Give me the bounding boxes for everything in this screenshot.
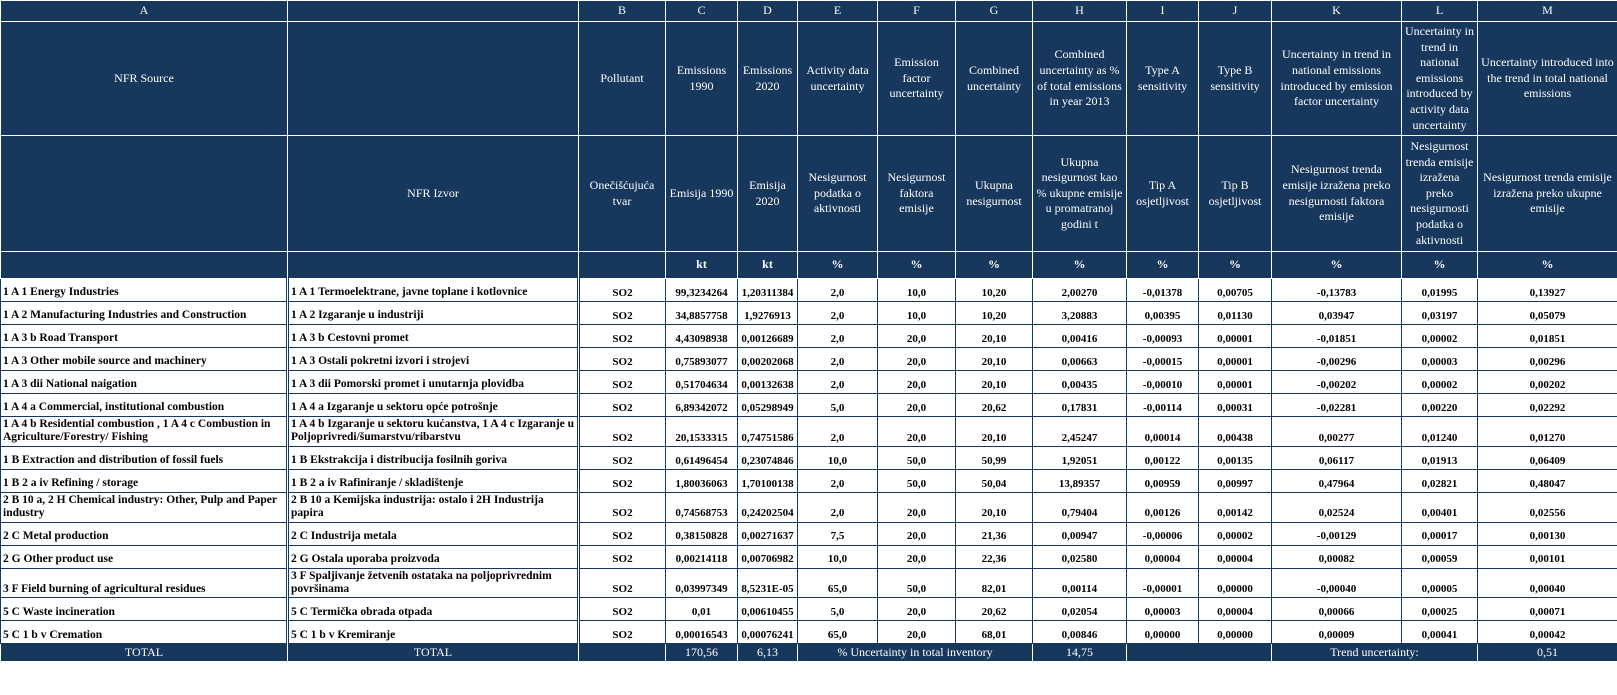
- value-cell: 10,20: [956, 279, 1033, 302]
- value-cell: 1,80036063: [666, 469, 738, 492]
- value-cell: 0,00220: [1402, 394, 1478, 417]
- pollutant-cell: SO2: [579, 469, 666, 492]
- value-cell: 0,00009: [1272, 621, 1402, 644]
- table-row: [1, 522, 1617, 545]
- value-cell: 21,36: [956, 522, 1033, 545]
- value-cell: -0,00202: [1272, 371, 1402, 394]
- value-cell: 0,00005: [1402, 568, 1478, 598]
- value-cell: 0,05298949: [738, 394, 798, 417]
- value-cell: 4,43098938: [666, 325, 738, 348]
- value-cell: 0,00706982: [738, 545, 798, 568]
- value-cell: 22,36: [956, 545, 1033, 568]
- value-cell: 0,00000: [1127, 621, 1199, 644]
- value-cell: 0,00997: [1199, 469, 1272, 492]
- value-cell: 1,9276913: [738, 302, 798, 325]
- value-cell: 2,45247: [1033, 417, 1127, 447]
- value-cell: 0,79404: [1033, 492, 1127, 522]
- value-cell: 0,01270: [1478, 417, 1617, 447]
- unit-cell-3: kt: [666, 252, 738, 279]
- value-cell: 0,00041: [1402, 621, 1478, 644]
- pollutant-cell: SO2: [579, 394, 666, 417]
- total-trend-label: Trend uncertainty:: [1272, 644, 1478, 662]
- header-cell-en-8: Combined uncertainty as % of total emissions in year 2013: [1033, 22, 1127, 136]
- value-cell: 0,01995: [1402, 279, 1478, 302]
- value-cell: 20,62: [956, 394, 1033, 417]
- value-cell: 99,3234264: [666, 279, 738, 302]
- nfr-izvor-cell: 1 A 4 a Izgaranje u sektoru opće potrošnje: [288, 394, 579, 417]
- value-cell: 0,51704634: [666, 371, 738, 394]
- nfr-source-cell: 1 A 2 Manufacturing Industries and Construction: [1, 302, 288, 325]
- value-cell: 0,01851: [1478, 325, 1617, 348]
- unit-cell-8: %: [1033, 252, 1127, 279]
- unit-cell-11: %: [1272, 252, 1402, 279]
- value-cell: 2,0: [798, 279, 878, 302]
- nfr-izvor-cell: 1 A 3 dii Pomorski promet i unutarnja plovidba: [288, 371, 579, 394]
- total-uncertainty-label: % Uncertainty in total inventory: [798, 644, 1033, 662]
- value-cell: 0,13927: [1478, 279, 1617, 302]
- pollutant-cell: SO2: [579, 348, 666, 371]
- header-cell-en-9: Type A sensitivity: [1127, 22, 1199, 136]
- nfr-izvor-cell: 5 C Termička obrada otpada: [288, 598, 579, 621]
- table-row: [1, 417, 1617, 447]
- table-row: [1, 598, 1617, 621]
- value-cell: 0,01: [666, 598, 738, 621]
- value-cell: 65,0: [798, 621, 878, 644]
- value-cell: 0,00663: [1033, 348, 1127, 371]
- unit-cell-6: %: [878, 252, 956, 279]
- value-cell: 0,00025: [1402, 598, 1478, 621]
- value-cell: 0,74568753: [666, 492, 738, 522]
- column-letter-12: L: [1402, 1, 1478, 22]
- value-cell: 3,20883: [1033, 302, 1127, 325]
- pollutant-cell: SO2: [579, 492, 666, 522]
- value-cell: 34,8857758: [666, 302, 738, 325]
- value-cell: 0,38150828: [666, 522, 738, 545]
- value-cell: 0,02292: [1478, 394, 1617, 417]
- column-letter-10: J: [1199, 1, 1272, 22]
- value-cell: 20,0: [878, 621, 956, 644]
- value-cell: 20,0: [878, 492, 956, 522]
- unit-cell-13: %: [1478, 252, 1617, 279]
- value-cell: 7,5: [798, 522, 878, 545]
- value-cell: 0,00126689: [738, 325, 798, 348]
- header-cell-en-3: Emissions 1990: [666, 22, 738, 136]
- value-cell: 20,10: [956, 325, 1033, 348]
- value-cell: 10,0: [878, 302, 956, 325]
- value-cell: 0,00435: [1033, 371, 1127, 394]
- value-cell: 20,0: [878, 545, 956, 568]
- nfr-izvor-cell: 1 A 1 Termoelektrane, javne toplane i kotlovnice: [288, 279, 579, 302]
- header-row-en: [1, 22, 1617, 136]
- column-letter-2: B: [579, 1, 666, 22]
- total-label-hr: TOTAL: [288, 644, 579, 662]
- value-cell: 10,0: [798, 446, 878, 469]
- nfr-source-cell: 1 A 4 b Residential combustion , 1 A 4 c Combustion in Agriculture/Forestry/ Fishing: [1, 417, 288, 447]
- nfr-izvor-cell: 1 B Ekstrakcija i distribucija fosilnih goriva: [288, 446, 579, 469]
- nfr-source-cell: 1 B Extraction and distribution of fossil fuels: [1, 446, 288, 469]
- value-cell: 50,99: [956, 446, 1033, 469]
- header-cell-hr-10: Tip B osjetljivost: [1199, 136, 1272, 252]
- value-cell: 20,10: [956, 492, 1033, 522]
- value-cell: 2,0: [798, 302, 878, 325]
- nfr-source-cell: 5 C 1 b v Cremation: [1, 621, 288, 644]
- value-cell: 0,02821: [1402, 469, 1478, 492]
- nfr-source-cell: 5 C Waste incineration: [1, 598, 288, 621]
- table-row: [1, 545, 1617, 568]
- header-cell-en-2: Pollutant: [579, 22, 666, 136]
- column-letter-4: D: [738, 1, 798, 22]
- value-cell: 10,0: [878, 279, 956, 302]
- value-cell: -0,00129: [1272, 522, 1402, 545]
- value-cell: 20,0: [878, 348, 956, 371]
- value-cell: -0,00093: [1127, 325, 1199, 348]
- value-cell: 50,0: [878, 568, 956, 598]
- value-cell: 0,00705: [1199, 279, 1272, 302]
- column-letter-11: K: [1272, 1, 1402, 22]
- value-cell: 0,00071: [1478, 598, 1617, 621]
- pollutant-cell: SO2: [579, 325, 666, 348]
- unit-cell-7: %: [956, 252, 1033, 279]
- value-cell: 0,01130: [1199, 302, 1272, 325]
- value-cell: 20,1533315: [666, 417, 738, 447]
- table-row: [1, 348, 1617, 371]
- total-row: [1, 644, 1617, 662]
- value-cell: 0,00101: [1478, 545, 1617, 568]
- nfr-source-cell: 2 B 10 a, 2 H Chemical industry: Other, Pulp and Paper industry: [1, 492, 288, 522]
- unit-cell-4: kt: [738, 252, 798, 279]
- column-letter-0: A: [1, 1, 288, 22]
- value-cell: 82,01: [956, 568, 1033, 598]
- value-cell: 2,0: [798, 469, 878, 492]
- nfr-izvor-cell: 2 C Industrija metala: [288, 522, 579, 545]
- value-cell: 5,0: [798, 598, 878, 621]
- value-cell: 0,00000: [1199, 621, 1272, 644]
- nfr-izvor-cell: 1 B 2 a iv Rafiniranje / skladištenje: [288, 469, 579, 492]
- value-cell: 0,02580: [1033, 545, 1127, 568]
- value-cell: 0,00059: [1402, 545, 1478, 568]
- value-cell: 0,00001: [1199, 348, 1272, 371]
- header-cell-hr-1: NFR Izvor: [288, 136, 579, 252]
- header-cell-en-1: [288, 22, 579, 136]
- value-cell: 0,00002: [1199, 522, 1272, 545]
- value-cell: 0,00001: [1199, 325, 1272, 348]
- value-cell: 0,23074846: [738, 446, 798, 469]
- table-row: [1, 492, 1617, 522]
- total-uncertainty-value: 14,75: [1033, 644, 1127, 662]
- value-cell: 20,10: [956, 371, 1033, 394]
- header-cell-en-0: NFR Source: [1, 22, 288, 136]
- nfr-izvor-cell: 1 A 3 Ostali pokretni izvori i strojevi: [288, 348, 579, 371]
- value-cell: -0,01378: [1127, 279, 1199, 302]
- nfr-izvor-cell: 5 C 1 b v Kremiranje: [288, 621, 579, 644]
- value-cell: 0,47964: [1272, 469, 1402, 492]
- nfr-source-cell: 1 A 1 Energy Industries: [1, 279, 288, 302]
- value-cell: 0,00004: [1199, 598, 1272, 621]
- value-cell: 0,74751586: [738, 417, 798, 447]
- value-cell: -0,00015: [1127, 348, 1199, 371]
- value-cell: 0,00135: [1199, 446, 1272, 469]
- column-letter-1: [288, 1, 579, 22]
- value-cell: -0,00040: [1272, 568, 1402, 598]
- value-cell: 0,00214118: [666, 545, 738, 568]
- value-cell: 10,0: [798, 545, 878, 568]
- table-row: [1, 302, 1617, 325]
- value-cell: 0,02556: [1478, 492, 1617, 522]
- value-cell: 20,0: [878, 325, 956, 348]
- total-emissions-2020: 6,13: [738, 644, 798, 662]
- value-cell: 0,00438: [1199, 417, 1272, 447]
- column-letter-13: M: [1478, 1, 1617, 22]
- total-blank-cell: [1127, 644, 1272, 662]
- nfr-source-cell: 1 A 3 Other mobile source and machinery: [1, 348, 288, 371]
- value-cell: 0,00001: [1199, 371, 1272, 394]
- value-cell: 0,00271637: [738, 522, 798, 545]
- value-cell: 0,00082: [1272, 545, 1402, 568]
- value-cell: 0,00401: [1402, 492, 1478, 522]
- column-letter-5: E: [798, 1, 878, 22]
- value-cell: 0,00004: [1199, 545, 1272, 568]
- table-row: [1, 621, 1617, 644]
- column-letter-3: C: [666, 1, 738, 22]
- value-cell: 20,62: [956, 598, 1033, 621]
- nfr-izvor-cell: 1 A 3 b Cestovni promet: [288, 325, 579, 348]
- value-cell: 0,48047: [1478, 469, 1617, 492]
- header-cell-en-5: Activity data uncertainty: [798, 22, 878, 136]
- table-row: [1, 394, 1617, 417]
- table-row: [1, 469, 1617, 492]
- value-cell: 0,00076241: [738, 621, 798, 644]
- value-cell: 68,01: [956, 621, 1033, 644]
- value-cell: -0,01851: [1272, 325, 1402, 348]
- value-cell: 2,0: [798, 325, 878, 348]
- value-cell: 0,00002: [1402, 325, 1478, 348]
- pollutant-cell: SO2: [579, 417, 666, 447]
- column-letter-7: G: [956, 1, 1033, 22]
- nfr-source-cell: 2 C Metal production: [1, 522, 288, 545]
- header-cell-en-4: Emissions 2020: [738, 22, 798, 136]
- value-cell: 0,17831: [1033, 394, 1127, 417]
- value-cell: 0,00066: [1272, 598, 1402, 621]
- value-cell: -0,00114: [1127, 394, 1199, 417]
- column-letter-9: I: [1127, 1, 1199, 22]
- value-cell: 0,00846: [1033, 621, 1127, 644]
- header-cell-en-11: Uncertainty in trend in national emissions introduced by emission factor uncertainty: [1272, 22, 1402, 136]
- value-cell: 2,0: [798, 417, 878, 447]
- value-cell: 50,0: [878, 469, 956, 492]
- value-cell: 0,03997349: [666, 568, 738, 598]
- nfr-izvor-cell: 2 B 10 a Kemijska industrija: ostalo i 2H Industrija papira: [288, 492, 579, 522]
- units-row: [1, 252, 1617, 279]
- header-cell-en-13: Uncertainty introduced into the trend in total national emissions: [1478, 22, 1617, 136]
- nfr-izvor-cell: 1 A 2 Izgaranje u industriji: [288, 302, 579, 325]
- table-head: [1, 1, 1617, 279]
- value-cell: 20,10: [956, 417, 1033, 447]
- pollutant-cell: SO2: [579, 598, 666, 621]
- unit-cell-2: [579, 252, 666, 279]
- header-cell-en-7: Combined uncertainty: [956, 22, 1033, 136]
- value-cell: 1,92051: [1033, 446, 1127, 469]
- value-cell: 0,01913: [1402, 446, 1478, 469]
- value-cell: 20,0: [878, 394, 956, 417]
- value-cell: 0,61496454: [666, 446, 738, 469]
- unit-cell-5: %: [798, 252, 878, 279]
- value-cell: 0,00202068: [738, 348, 798, 371]
- value-cell: 6,89342072: [666, 394, 738, 417]
- unit-cell-1: [288, 252, 579, 279]
- value-cell: 2,0: [798, 492, 878, 522]
- value-cell: 0,00947: [1033, 522, 1127, 545]
- value-cell: 13,89357: [1033, 469, 1127, 492]
- column-letter-6: F: [878, 1, 956, 22]
- table-row: [1, 568, 1617, 598]
- value-cell: -0,00296: [1272, 348, 1402, 371]
- pollutant-cell: SO2: [579, 279, 666, 302]
- table-body: [1, 279, 1617, 644]
- value-cell: 20,0: [878, 522, 956, 545]
- total-pollutant-cell: [579, 644, 666, 662]
- value-cell: 0,00042: [1478, 621, 1617, 644]
- header-row-hr: [1, 136, 1617, 252]
- header-cell-hr-2: Onečišćujuća tvar: [579, 136, 666, 252]
- value-cell: 2,0: [798, 371, 878, 394]
- value-cell: 0,00416: [1033, 325, 1127, 348]
- header-cell-en-12: Uncertainty in trend in national emissions introduced by activity data uncertainty: [1402, 22, 1478, 136]
- value-cell: 0,01240: [1402, 417, 1478, 447]
- header-cell-hr-11: Nesigurnost trenda emisije izražena preko nesigurnosti faktora emisije: [1272, 136, 1402, 252]
- header-cell-hr-5: Nesigurnost podatka o aktivnosti: [798, 136, 878, 252]
- value-cell: 0,00004: [1127, 545, 1199, 568]
- pollutant-cell: SO2: [579, 568, 666, 598]
- value-cell: 0,00277: [1272, 417, 1402, 447]
- value-cell: 0,00003: [1402, 348, 1478, 371]
- value-cell: 1,20311384: [738, 279, 798, 302]
- header-cell-hr-0: [1, 136, 288, 252]
- value-cell: 0,00126: [1127, 492, 1199, 522]
- value-cell: 0,00130: [1478, 522, 1617, 545]
- letters-row: [1, 1, 1617, 22]
- nfr-izvor-cell: 2 G Ostala uporaba proizvoda: [288, 545, 579, 568]
- header-cell-hr-13: Nesigurnost trenda emisije izražena preko ukupne emisije: [1478, 136, 1617, 252]
- pollutant-cell: SO2: [579, 446, 666, 469]
- value-cell: -0,00010: [1127, 371, 1199, 394]
- table-row: [1, 371, 1617, 394]
- value-cell: 65,0: [798, 568, 878, 598]
- table-foot: [1, 644, 1617, 662]
- pollutant-cell: SO2: [579, 621, 666, 644]
- nfr-source-cell: 1 B 2 a iv Refining / storage: [1, 469, 288, 492]
- value-cell: 8,5231E-05: [738, 568, 798, 598]
- pollutant-cell: SO2: [579, 302, 666, 325]
- header-cell-hr-7: Ukupna nesigurnost: [956, 136, 1033, 252]
- nfr-izvor-cell: 3 F Spaljivanje žetvenih ostataka na poljoprivrednim površinama: [288, 568, 579, 598]
- value-cell: 0,00016543: [666, 621, 738, 644]
- value-cell: 0,00017: [1402, 522, 1478, 545]
- value-cell: 0,00610455: [738, 598, 798, 621]
- pollutant-cell: SO2: [579, 545, 666, 568]
- column-letter-8: H: [1033, 1, 1127, 22]
- unit-cell-12: %: [1402, 252, 1478, 279]
- value-cell: 0,02054: [1033, 598, 1127, 621]
- value-cell: 2,00270: [1033, 279, 1127, 302]
- total-emissions-1990: 170,56: [666, 644, 738, 662]
- value-cell: 0,00132638: [738, 371, 798, 394]
- value-cell: 10,20: [956, 302, 1033, 325]
- value-cell: 20,0: [878, 598, 956, 621]
- value-cell: -0,13783: [1272, 279, 1402, 302]
- nfr-izvor-cell: 1 A 4 b Izgaranje u sektoru kućanstva, 1 A 4 c Izgaranje u Poljoprivredi/šumarstvu/ribarstvu: [288, 417, 579, 447]
- value-cell: -0,02281: [1272, 394, 1402, 417]
- value-cell: -0,00001: [1127, 568, 1199, 598]
- table-row: [1, 446, 1617, 469]
- nfr-source-cell: 1 A 3 dii National naigation: [1, 371, 288, 394]
- value-cell: 0,00014: [1127, 417, 1199, 447]
- value-cell: -0,00006: [1127, 522, 1199, 545]
- header-cell-hr-4: Emisija 2020: [738, 136, 798, 252]
- value-cell: 0,00031: [1199, 394, 1272, 417]
- value-cell: 1,70100138: [738, 469, 798, 492]
- value-cell: 0,00003: [1127, 598, 1199, 621]
- header-cell-en-6: Emission factor uncertainty: [878, 22, 956, 136]
- value-cell: 0,00114: [1033, 568, 1127, 598]
- value-cell: 0,00122: [1127, 446, 1199, 469]
- value-cell: 20,0: [878, 417, 956, 447]
- header-cell-hr-8: Ukupna nesigurnost kao % ukupne emisije u promatranoj godini t: [1033, 136, 1127, 252]
- value-cell: 0,00000: [1199, 568, 1272, 598]
- header-cell-hr-9: Tip A osjetljivost: [1127, 136, 1199, 252]
- pollutant-cell: SO2: [579, 371, 666, 394]
- total-label-en: TOTAL: [1, 644, 288, 662]
- pollutant-cell: SO2: [579, 522, 666, 545]
- header-cell-hr-6: Nesigurnost faktora emisije: [878, 136, 956, 252]
- unit-cell-10: %: [1199, 252, 1272, 279]
- nfr-source-cell: 2 G Other product use: [1, 545, 288, 568]
- value-cell: 0,00040: [1478, 568, 1617, 598]
- value-cell: 0,06117: [1272, 446, 1402, 469]
- total-trend-value: 0,51: [1478, 644, 1617, 662]
- value-cell: 0,75893077: [666, 348, 738, 371]
- header-cell-hr-12: Nesigurnost trenda emisije izražena preko nesigurnosti podatka o aktivnosti: [1402, 136, 1478, 252]
- value-cell: 0,03197: [1402, 302, 1478, 325]
- nfr-source-cell: 3 F Field burning of agricultural residues: [1, 568, 288, 598]
- value-cell: 0,00142: [1199, 492, 1272, 522]
- value-cell: 2,0: [798, 348, 878, 371]
- value-cell: 20,0: [878, 371, 956, 394]
- header-cell-hr-3: Emisija 1990: [666, 136, 738, 252]
- nfr-source-cell: 1 A 3 b Road Transport: [1, 325, 288, 348]
- value-cell: 0,05079: [1478, 302, 1617, 325]
- value-cell: 50,04: [956, 469, 1033, 492]
- table-row: [1, 279, 1617, 302]
- value-cell: 5,0: [798, 394, 878, 417]
- value-cell: 0,00395: [1127, 302, 1199, 325]
- value-cell: 0,00002: [1402, 371, 1478, 394]
- unit-cell-9: %: [1127, 252, 1199, 279]
- header-cell-en-10: Type B sensitivity: [1199, 22, 1272, 136]
- value-cell: 0,02524: [1272, 492, 1402, 522]
- value-cell: 0,06409: [1478, 446, 1617, 469]
- value-cell: 0,00296: [1478, 348, 1617, 371]
- nfr-source-cell: 1 A 4 a Commercial, institutional combustion: [1, 394, 288, 417]
- table-row: [1, 325, 1617, 348]
- value-cell: 0,03947: [1272, 302, 1402, 325]
- value-cell: 50,0: [878, 446, 956, 469]
- value-cell: 20,10: [956, 348, 1033, 371]
- value-cell: 0,00202: [1478, 371, 1617, 394]
- value-cell: 0,24202504: [738, 492, 798, 522]
- unit-cell-0: [1, 252, 288, 279]
- value-cell: 0,00959: [1127, 469, 1199, 492]
